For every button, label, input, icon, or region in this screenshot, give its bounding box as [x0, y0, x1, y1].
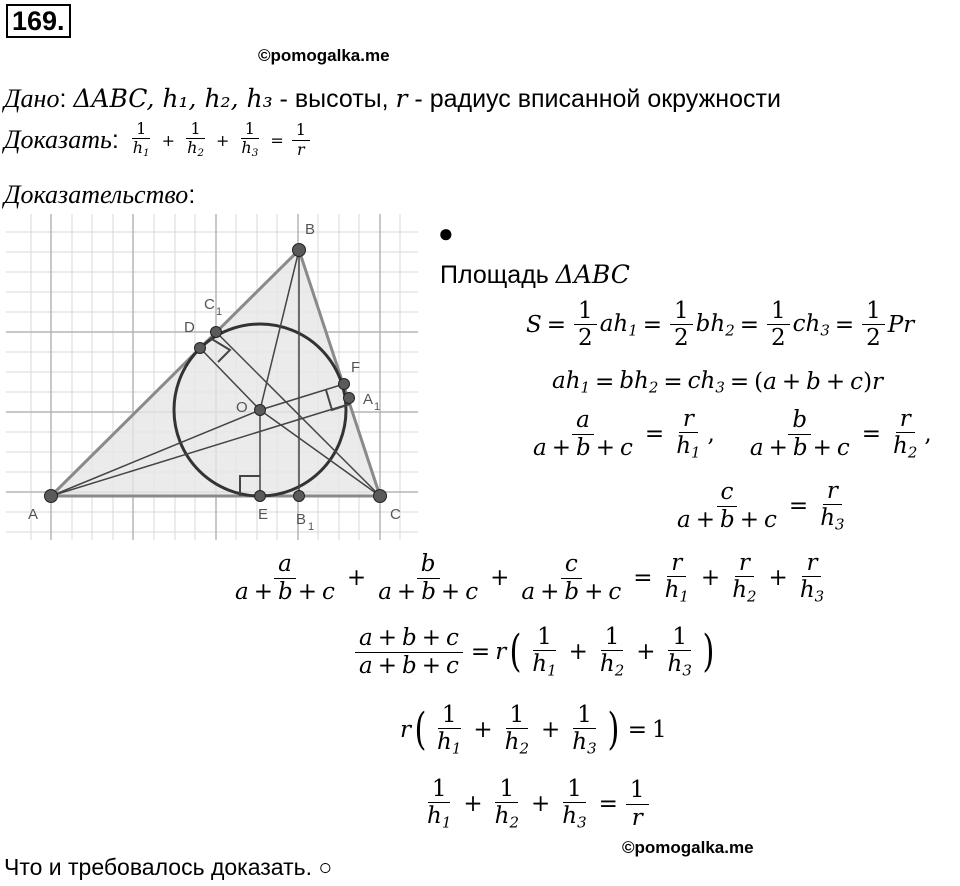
label-a1-sub: 1 — [374, 401, 381, 413]
equation-final: $\frac{1}{h_1}$ + $\frac{1}{h_2}$ + $\frac{1}{h_3}$ = $\frac{1}{r}$ — [420, 776, 652, 832]
area-line — [440, 260, 630, 290]
watermark-bottom: ©pomogalka.me — [622, 838, 754, 857]
equation-area: S = $\frac{1}{2}$ $ah_1$ = $\frac{1}{2}$ $bh_2$ = $\frac{1}{2}$ $ch_3$ = $\frac{1}{2}$ Pr — [526, 298, 915, 352]
area-text: Площадь — [440, 261, 556, 289]
point-c — [374, 490, 387, 503]
point-o — [255, 405, 266, 416]
given-text-2: - радиус вписанной окружности — [414, 85, 781, 113]
bullet: ● — [438, 218, 454, 248]
point-b — [293, 244, 306, 257]
equation-ratios-ab: $\frac{a}{a + b + c}$ = $\frac{r}{h_1}$ , $\frac{b}{a + b + c}$ = $\frac{r}{h_2}$ , — [533, 406, 932, 462]
label-a: A — [28, 506, 39, 523]
given-label: Дано — [4, 84, 60, 113]
label-c1-sub: 1 — [216, 306, 223, 318]
label-c: C — [390, 506, 401, 523]
watermark-top: ©pomogalka.me — [258, 46, 390, 65]
given-text-1: - высоты, — [279, 85, 396, 113]
equation-equals-one: r ( $\frac{1}{h_1}$ + $\frac{1}{h_2}$ + $\frac{1}{h_3}$ ) = 1 — [400, 702, 667, 758]
point-c1 — [211, 327, 222, 338]
equation-products: $ah_1$ = $bh_2$ = $ch_3$ = ( a + b + c ) r — [552, 368, 884, 397]
label-e: E — [258, 506, 269, 523]
point-e — [255, 491, 266, 502]
point-d — [195, 343, 206, 354]
equation-factor: $\frac{a + b + c}{a + b + c}$ = r ( $\frac{1}{h_1}$ + $\frac{1}{h_2}$ + $\frac{1}{h_3}$ ) — [352, 624, 718, 680]
label-c1: C — [204, 296, 215, 313]
point-f — [339, 379, 350, 390]
label-b1: B — [296, 511, 307, 528]
equation-ratio-c: $\frac{c}{a + b + c}$ = $\frac{r}{h_3}$ — [677, 478, 845, 534]
equation-sum: $\frac{a}{a + b + c}$ + $\frac{b}{a + b + c}$ + $\frac{c}{a + b + c}$ = $\frac{r}{h_1}$ + $\frac{r}{h_2}$ + $\frac{r}{h_3}$ — [235, 550, 825, 606]
label-b: B — [305, 221, 316, 238]
given-line: Дано: ΔABC, h₁, h₂, h₃ - высоты, r - радиус вписанной окружности — [4, 84, 781, 113]
point-a1 — [344, 393, 355, 404]
label-d: D — [184, 319, 195, 336]
label-o: O — [236, 399, 248, 416]
conclusion: Что и требовалось доказать. ○ — [4, 854, 333, 880]
label-b1-sub: 1 — [308, 521, 315, 533]
area-math: ΔABC — [555, 260, 630, 289]
problem-number: 169. — [6, 4, 71, 38]
given-math: ΔABC, h₁, h₂, h₃ — [73, 84, 273, 113]
label-a1: A — [363, 391, 374, 408]
given-r: r — [395, 84, 408, 113]
prove-line: Доказать : $\frac{1}{h_1}$ + $\frac{1}{h_2}$ + $\frac{1}{h_3}$ = $\frac{1}{r}$ — [4, 120, 313, 160]
point-b1 — [294, 491, 305, 502]
triangle-figure — [6, 214, 418, 540]
prove-label: Доказать — [4, 125, 112, 155]
proof-label: Доказательство — [4, 180, 189, 209]
label-f: F — [351, 359, 361, 376]
proof-line: Доказательство: — [4, 180, 196, 209]
point-a — [45, 490, 58, 503]
prove-formula: $\frac{1}{h_1}$ + $\frac{1}{h_2}$ + $\frac{1}{h_3}$ = $\frac{1}{r}$ — [126, 120, 313, 160]
